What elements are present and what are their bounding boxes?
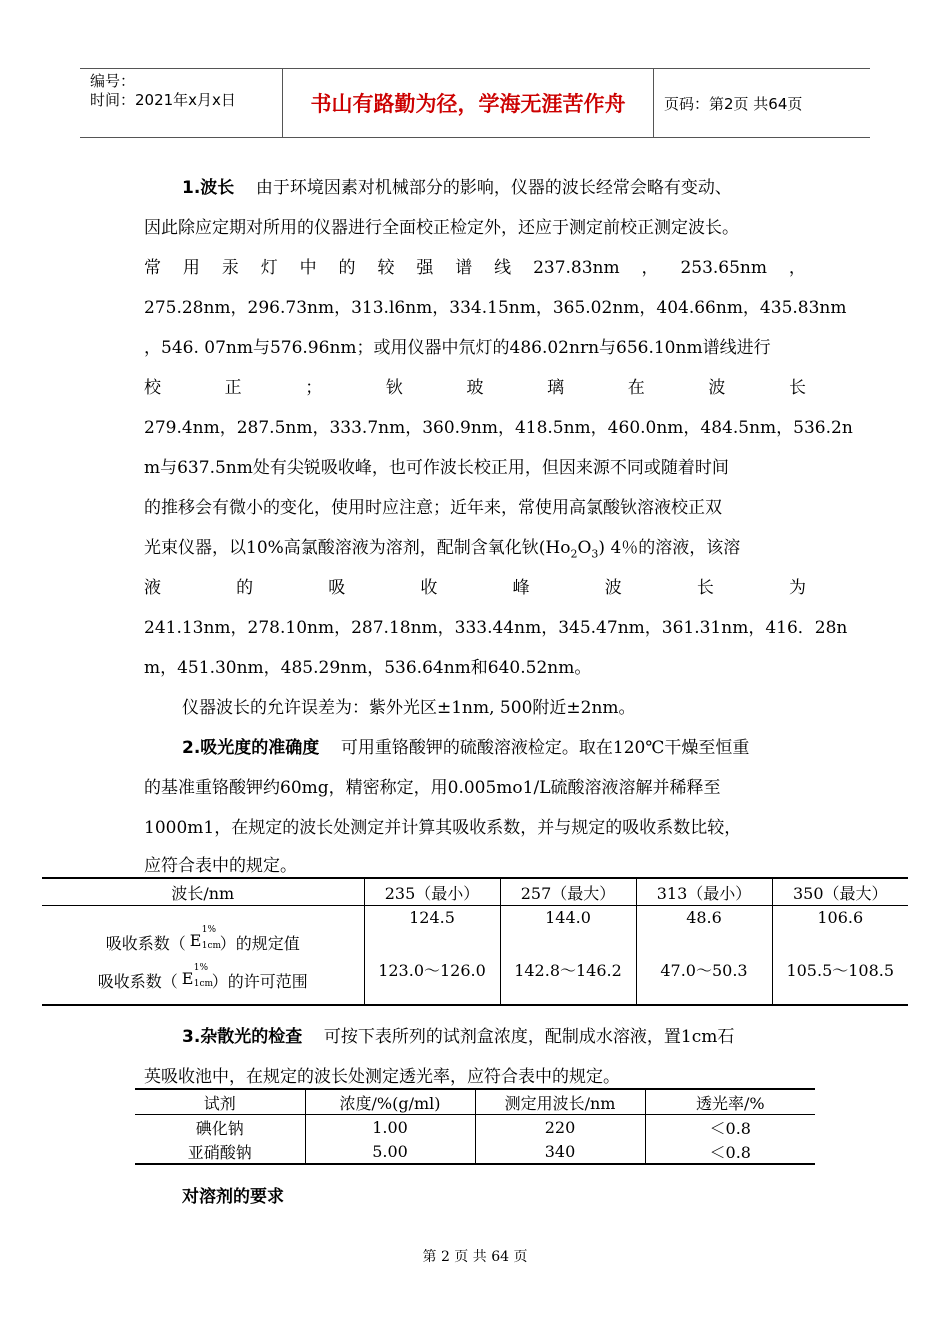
row-label: 吸收系数（ E 1% 1cm ）的许可范围	[97, 962, 308, 991]
table-cell: 340	[475, 1139, 645, 1164]
header-meta	[80, 69, 282, 137]
section2-line1: 2.吸光度的准确度 可用重铬酸钾的硫酸溶液检定。取在120℃干燥至恒重	[182, 738, 750, 758]
table-cell: 105.5～108.5	[772, 956, 908, 1005]
table-cell: ＜0.8	[645, 1139, 815, 1164]
section3-line2: 英吸收池中，在规定的波长处测定透光率，应符合表中的规定。	[144, 1067, 620, 1087]
section1-line7: 279.4nm，287.5nm，333.7nm，360.9nm，418.5nm，460.0nm，484.5nm，536.2n	[144, 418, 853, 438]
table-header-cell: 350（最大）	[772, 878, 908, 906]
section1-line2: 因此除应定期对所用的仪器进行全面校正检定外，还应于测定前校正测定波长。	[144, 218, 739, 238]
table-header-cell: 浓度/%(g/ml)	[305, 1089, 475, 1115]
section1-line3: 常 用 汞 灯 中 的 较 强 谱 线 237.83nm ， 253.65nm ，	[144, 258, 806, 278]
table-header-cell: 透光率/%	[645, 1089, 815, 1115]
table-cell: 106.6	[772, 906, 908, 957]
table-cell: ＜0.8	[645, 1115, 815, 1140]
table-cell: 1.00	[305, 1115, 475, 1140]
section1-line10: 光束仪器，以10%高氯酸溶液为溶剂，配制含氧化钬$(Ho_2O_3)$ 4％的溶液，该溶	[144, 538, 741, 561]
table-row	[135, 1115, 815, 1140]
page-footer: 第 2 页 共 64 页	[422, 1249, 528, 1265]
section4-heading: 对溶剂的要求	[182, 1187, 284, 1207]
page-header	[80, 68, 870, 138]
section3-heading: 3.杂散光的检查	[182, 1027, 303, 1047]
table-header-cell: 测定用波长/nm	[475, 1089, 645, 1115]
table-cell: 124.5	[364, 906, 500, 957]
table-row	[42, 956, 908, 1005]
absorbance-table	[42, 877, 908, 1006]
absorption-coefficient-symbol: E 1% 1cm	[181, 962, 214, 989]
table-row	[42, 906, 908, 957]
section1-line14: 仪器波长的允许误差为：紫外光区±1nm, 500附近±2nm。	[182, 698, 636, 718]
table-row	[135, 1139, 815, 1164]
section1-line1: 1.波长 由于环境因素对机械部分的影响，仪器的波长经常会略有变动、	[182, 178, 732, 198]
table-cell: 亚硝酸钠	[187, 1142, 252, 1162]
table-cell: 5.00	[305, 1139, 475, 1164]
section1-line13: m，451.30nm，485.29nm，536.64nm和640.52nm。	[144, 658, 592, 678]
section1-line4: 275.28nm，296.73nm，313.l6nm，334.15nm，365.02nm，404.66nm，435.83nm	[144, 298, 847, 318]
section4-heading-line	[182, 1186, 284, 1208]
absorption-coefficient-symbol: E 1% 1cm	[189, 925, 222, 951]
table-cell: 123.0～126.0	[364, 956, 500, 1005]
section1-line6: 校 正 ； 钬 玻 璃 在 波 长	[144, 378, 806, 398]
row-label: 吸收系数（ E 1% 1cm ）的规定值	[105, 925, 300, 953]
table-header-cell: 波长/nm	[42, 878, 364, 906]
section1-line8: m与637.5nm处有尖锐吸收峰，也可作波长校正用，但因来源不同或随着时间	[144, 458, 729, 478]
section1-line5: ，546. 07nm与576.96nm；或用仪器中氘灯的486.02nrn与656.10nm谱线进行	[144, 338, 771, 358]
doc-time: 时间：2021年x月x日	[90, 91, 236, 109]
header-motto: 书山有路勤为径，学海无涯苦作舟	[282, 69, 654, 137]
section1-line12: 241.13nm，278.10nm，287.18nm，333.44nm，345.47nm，361.31nm，416．28n	[144, 618, 848, 638]
table-cell: 47.0～50.3	[636, 956, 772, 1005]
doc-number: 编号：	[90, 72, 136, 90]
stray-light-table	[135, 1088, 815, 1165]
table-header-cell: 试剂	[135, 1089, 305, 1115]
section1-heading: 1.波长	[182, 178, 235, 198]
table-header-cell: 313（最小）	[636, 878, 772, 906]
section2-heading: 2.吸光度的准确度	[182, 738, 320, 758]
section1-line11: 液 的 吸 收 峰 波 长 为	[144, 578, 806, 598]
header-page-info: 页码：第2页 共64页	[664, 94, 803, 113]
table-cell: 48.6	[636, 906, 772, 957]
section2-line3: 1000m1，在规定的波长处测定并计算其吸收系数，并与规定的吸收系数比较，	[144, 818, 742, 838]
section2-line2: 的基准重铬酸钾约60mg，精密称定，用0.005mo1/L硫酸溶液溶解并稀释至	[144, 778, 721, 798]
section1-line9: 的推移会有微小的变化，使用时应注意；近年来，常使用高氯酸钬溶液校正双	[144, 498, 722, 518]
table-cell: 220	[475, 1115, 645, 1140]
table-cell: 144.0	[500, 906, 636, 957]
section2-line4: 应符合表中的规定。	[144, 856, 297, 876]
table-header-cell: 257（最大）	[500, 878, 636, 906]
table-header-cell: 235（最小）	[364, 878, 500, 906]
table-cell: 142.8～146.2	[500, 956, 636, 1005]
table-header-row	[135, 1089, 815, 1115]
section3-line1: 3.杂散光的检查 可按下表所列的试剂盒浓度，配制成水溶液，置1cm石	[182, 1027, 735, 1047]
table-cell: 碘化钠	[195, 1118, 244, 1138]
table-header-row	[42, 878, 908, 906]
